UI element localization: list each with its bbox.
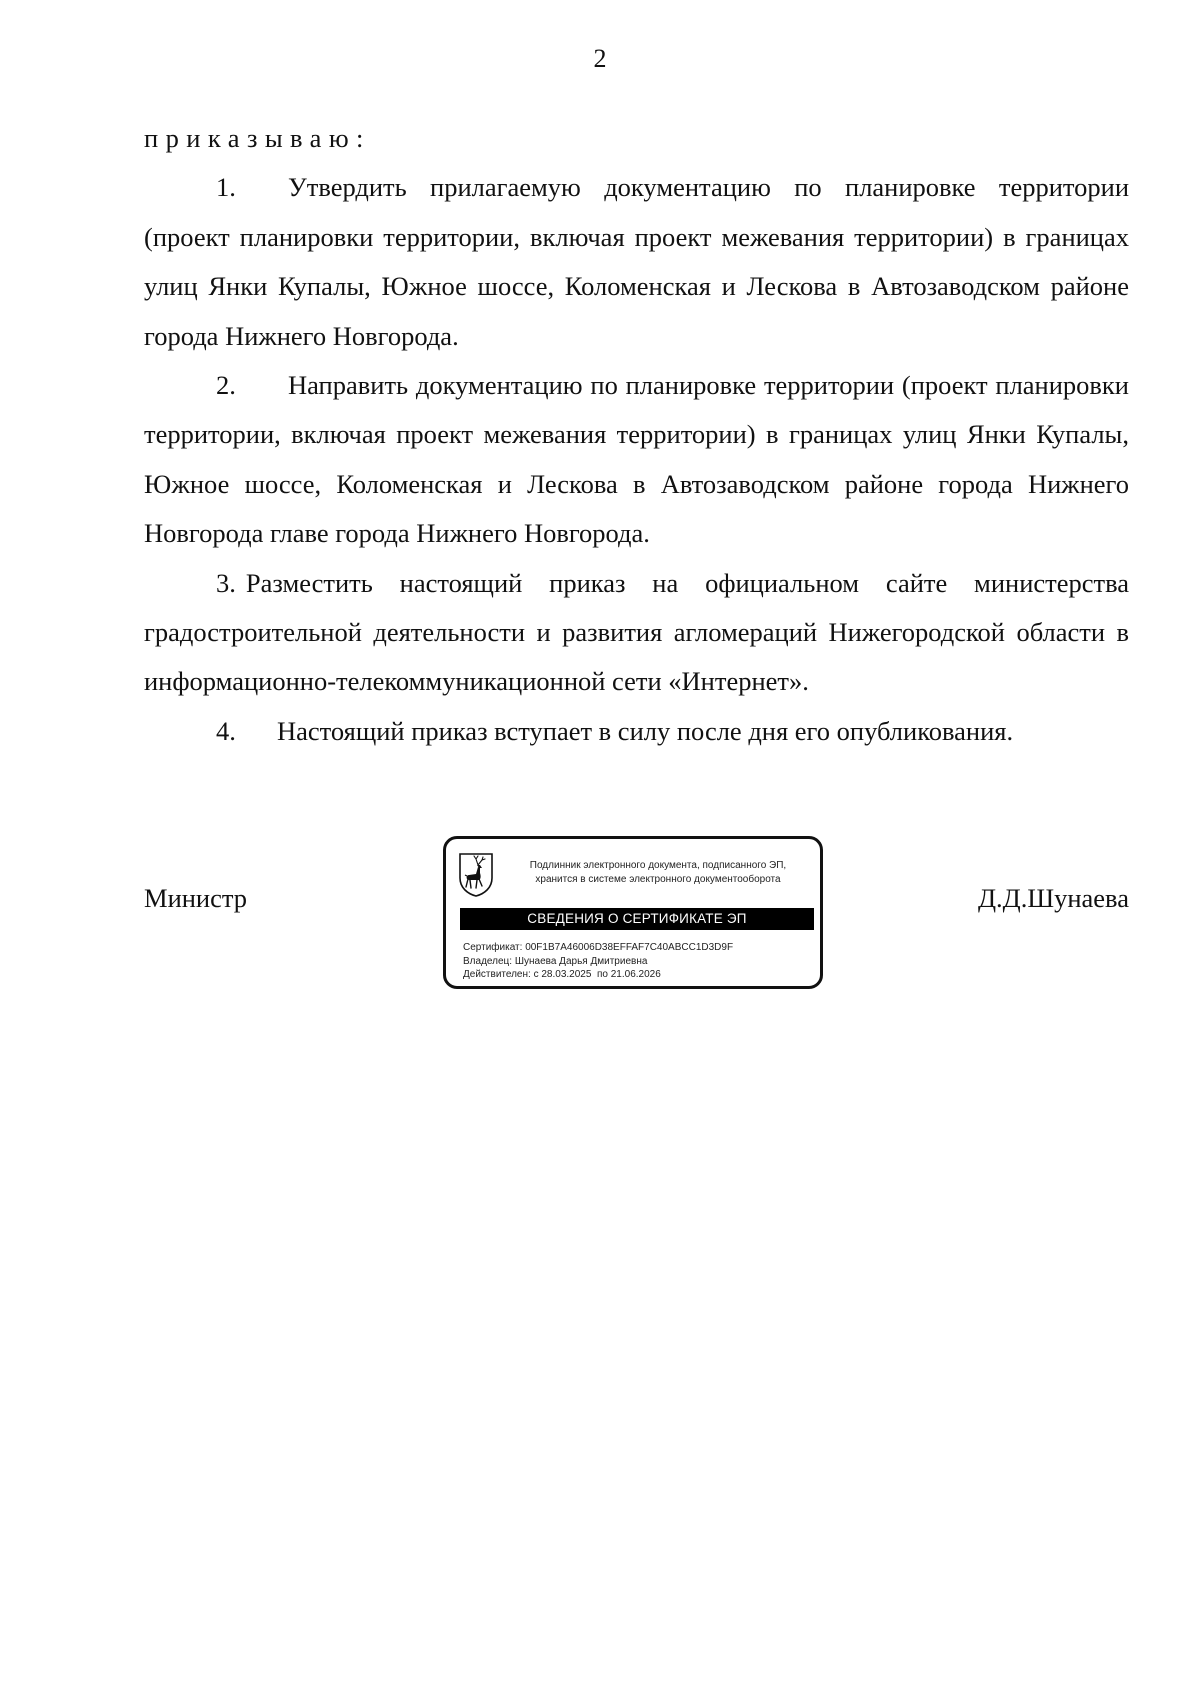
order-intro: приказываю: [144, 123, 371, 153]
valid-label: Действителен: [463, 969, 531, 980]
order-item-text: Утвердить прилагаемую документацию по планировке территории (проект планировки территории, включая проект межевания территории) в границах улиц Янки Купалы, Южное шоссе, Коломенская и Лескова в Автозаводском районе города Нижнего Новгорода. [144, 172, 1129, 351]
stamp-note-line: Подлинник электронного документа, подписанного ЭП, [529, 860, 787, 871]
stamp-details [463, 941, 813, 982]
order-item-2 [144, 361, 1129, 559]
valid-from: 28.03.2025 [541, 969, 592, 980]
order-body [144, 114, 1129, 756]
valid-to: 21.06.2026 [610, 969, 661, 980]
certificate-label: Сертификат: [463, 942, 523, 953]
certificate-number: 00F1B7A46006D38EFFAF7C40ABCC1D3D9F [525, 942, 734, 953]
order-item-number: 2. [216, 370, 236, 401]
owner-row [463, 955, 813, 969]
signer-title: Министр [144, 883, 248, 913]
valid-to-prefix: по [596, 969, 608, 980]
stamp-note-line: хранится в системе электронного документооборота [535, 874, 781, 885]
signer-name: Д.Д.Шунаева [977, 883, 1129, 913]
order-item-number: 3. [216, 567, 236, 598]
order-item-text: Разместить настоящий приказ на официальном сайте министерства градостроительной деятельности и развития агломераций Нижегородской области в информационно-телекоммуникационной сети «Интернет». [144, 567, 1129, 697]
stamp-note [508, 859, 808, 887]
validity-row [463, 968, 813, 982]
page-number: 2 [593, 44, 607, 73]
owner-label: Владелец: [463, 955, 513, 967]
order-item-3 [144, 559, 1129, 707]
order-item-number: 1. [216, 172, 236, 203]
order-item-text: Настоящий приказ вступает в силу после дня его опубликования. [277, 715, 1014, 746]
e-signature-stamp [443, 836, 823, 989]
certificate-row [463, 941, 813, 955]
order-item-number: 4. [216, 715, 236, 746]
order-item-text: Направить документацию по планировке территории (проект планировки территории, включая проект межевания территории) в границах улиц Янки Купалы, Южное шоссе, Коломенская и Лескова в Автозаводском районе города Нижнего Новгорода главе города Нижнего Новгорода. [144, 370, 1129, 549]
coat-of-arms-icon [457, 852, 495, 898]
owner-name: Шунаева Дарья Дмитриевна [514, 955, 648, 967]
order-item-4 [144, 707, 1129, 756]
stamp-header: СВЕДЕНИЯ О СЕРТИФИКАТЕ ЭП [460, 908, 814, 930]
valid-from-prefix: с [533, 969, 539, 980]
order-item-1 [144, 163, 1129, 361]
